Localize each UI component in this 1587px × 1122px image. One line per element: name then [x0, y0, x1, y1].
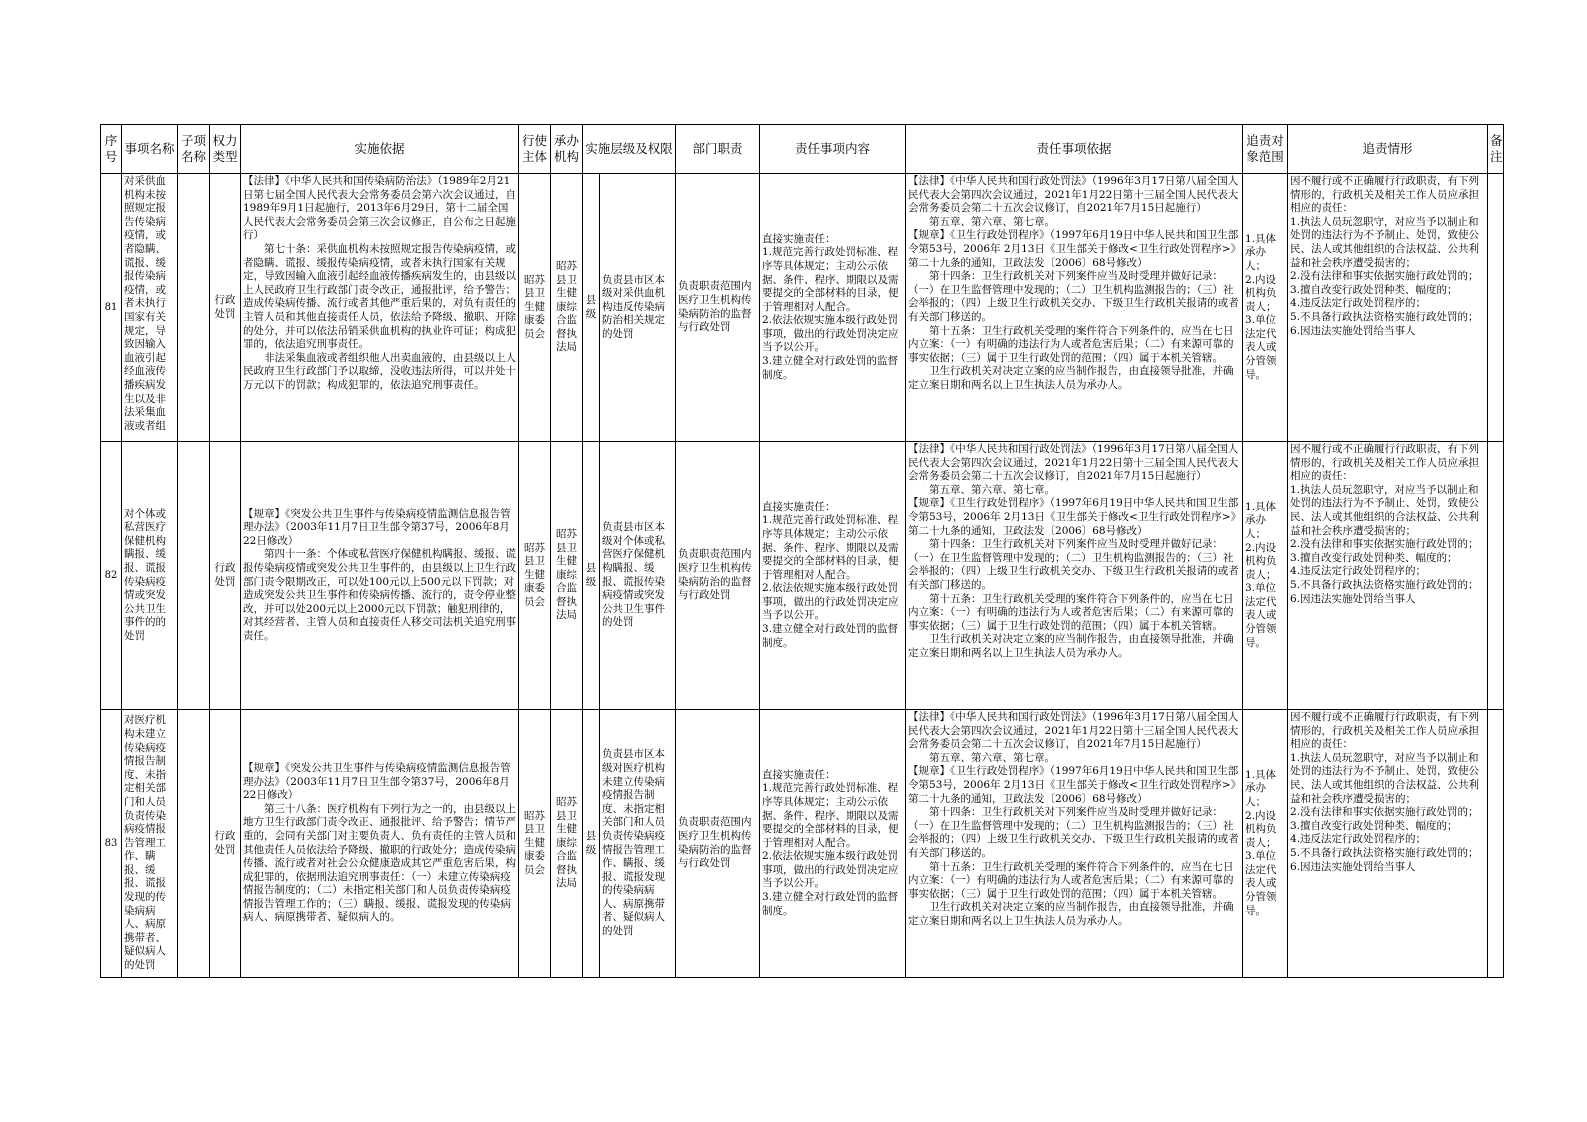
department-duty: 负责职责范围内医疗卫生机构传染病防治的监督与行政处罚	[676, 710, 760, 978]
implementation-level: 县级	[583, 710, 600, 978]
implementation-level: 县级	[583, 174, 600, 442]
header-dept-duty: 部门职责	[676, 125, 760, 174]
header-subject: 行使主体	[519, 125, 551, 174]
header-sub-item: 子项名称	[178, 125, 210, 174]
content-text: 直接实施责任： 1.规范完善行政处罚标准、程序等具体规定；主动公示依据、条件、程序、期限以及需要提交的全部材料的目录，便于管理相对人配合。 2.依法依规实施本级行政处罚事项，做出的行政处罚决定应当予以公开。 3.建立健全对行政处罚的监督制度。	[762, 768, 899, 917]
sub-item-name	[178, 174, 210, 442]
power-type: 行政处罚	[210, 442, 241, 710]
resp-basis-text: 【法律】《中华人民共和国行政处罚法》（1996年3月17日第八届全国人民代表大会第四次会议通过，2021年1月22日第十三届全国人民代表大会常务委员会第二十五次会议修订，自2021年7月15日起施行） 第五章、第六章、第七章。 【规章】《卫生行政处罚程序》（1997年6月19日中华人民共和国卫生部令第53号，2006年 2月13日《卫生部关于修改<卫生行政处罚程序>》第二十九条的通知，卫政法发〔2006〕68号修改） 第十四条：卫生行政机关对下列案件应当及时受理并做好记录：（一）在卫生监督管理中发现的；（二）卫生机构监测报告的；（三）社会举报的；（四）上级卫生行政机关交办、下级卫生行政机关报请的或者有关部门移送的。 第十五条：卫生行政机关受理的案件符合下列条件的，应当在七日内立案：（一）有明确的违法行为人或者危害后果；（二）有来源可靠的事实依据；（三）属于卫生行政处罚的范围；（四）属于本机关管辖。 卫生行政机关对决定立案的应当制作报告，由直接领导批准，并确定立案日期和两名以上卫生执法人员为承办人。	[908, 175, 1239, 391]
row-no: 83	[101, 710, 122, 978]
power-list-table	[100, 124, 1504, 978]
implementation-basis	[241, 710, 519, 978]
accountability-target	[1243, 710, 1288, 978]
target-text: 1.具体承办人； 2.内设机构负责人； 3.单位法定代表人或分管领导。	[1245, 232, 1277, 381]
row-no: 82	[101, 442, 122, 710]
situation-text: 因不履行或不正确履行行政职责，有下列情形的，行政机关及相关工作人员应承担相应的责任： 1.执法人员玩忽职守，对应当予以制止和处罚的违法行为不予制止、处罚，致使公民、法人或其他组织的合法权益、公共利益和社会秩序遭受损害的； 2.没有法律和事实依据实施行政处罚的； 3.擅自改变行政处罚种类、幅度的； 4.违反法定行政处罚程序的； 5.不具备行政执法资格实施行政处罚的； 6.因违法实施处罚给当事人	[1290, 175, 1480, 337]
undertaking-agency: 昭苏县卫生健康综合监督执法局	[551, 710, 583, 978]
remark	[1488, 174, 1504, 442]
target-text: 1.具体承办人； 2.内设机构负责人； 3.单位法定代表人或分管领导。	[1245, 500, 1277, 649]
power-type: 行政处罚	[210, 710, 241, 978]
item-name	[122, 174, 178, 442]
responsibility-content	[760, 442, 906, 710]
exercising-subject: 昭苏县卫生健康委员会	[519, 710, 551, 978]
remark	[1488, 710, 1504, 978]
header-remark: 备注	[1488, 125, 1504, 174]
header-basis: 实施依据	[241, 125, 519, 174]
header-account-target: 追责对象范围	[1243, 125, 1288, 174]
undertaking-agency: 昭苏县卫生健康综合监督执法局	[551, 174, 583, 442]
accountability-situation	[1288, 710, 1488, 978]
implementation-basis	[241, 442, 519, 710]
item-name	[122, 710, 178, 978]
content-text: 直接实施责任： 1.规范完善行政处罚标准、程序等具体规定；主动公示依据、条件、程序、期限以及需要提交的全部材料的目录，便于管理相对人配合。 2.依法依规实施本级行政处罚事项，做出的行政处罚决定应当予以公开。 3.建立健全对行政处罚的监督制度。	[762, 500, 899, 649]
responsibility-content	[760, 710, 906, 978]
responsibility-basis	[906, 710, 1243, 978]
sub-item-name	[178, 442, 210, 710]
level-scope: 负责县市区本级对医疗机构未建立传染病疫情报告制度、未指定相关部门和人员负责传染病疫情报告管理工作、瞒报、缓报、谎报发现的传染病病人、病原携带者、疑似病人的处罚	[600, 710, 676, 978]
level-scope: 负责县市区本级对个体或私营医疗保健机构瞒报、缓报、谎报传染病疫情或突发公共卫生事件的处罚	[600, 442, 676, 710]
header-level-scope: 实施层级及权限	[583, 125, 676, 174]
header-power-type: 权力类型	[210, 125, 241, 174]
header-no: 序号	[101, 125, 122, 174]
responsibility-basis	[906, 442, 1243, 710]
remark	[1488, 442, 1504, 710]
header-item-name: 事项名称	[122, 125, 178, 174]
content-text: 直接实施责任： 1.规范完善行政处罚标准、程序等具体规定；主动公示依据、条件、程序、期限以及需要提交的全部材料的目录，便于管理相对人配合。 2.依法依规实施本级行政处罚事项，做出的行政处罚决定应当予以公开。 3.建立健全对行政处罚的监督制度。	[762, 232, 899, 381]
resp-basis-text: 【法律】《中华人民共和国行政处罚法》（1996年3月17日第八届全国人民代表大会第四次会议通过，2021年1月22日第十三届全国人民代表大会常务委员会第二十五次会议修订，自2021年7月15日起施行） 第五章、第六章、第七章。 【规章】《卫生行政处罚程序》（1997年6月19日中华人民共和国卫生部令第53号，2006年 2月13日《卫生部关于修改<卫生行政处罚程序>》第二十九条的通知，卫政法发〔2006〕68号修改） 第十四条：卫生行政机关对下列案件应当及时受理并做好记录：（一）在卫生监督管理中发现的；（二）卫生机构监测报告的；（三）社会举报的；（四）上级卫生行政机关交办、下级卫生行政机关报请的或者有关部门移送的。 第十五条：卫生行政机关受理的案件符合下列条件的，应当在七日内立案：（一）有明确的违法行为人或者危害后果；（二）有来源可靠的事实依据；（三）属于卫生行政处罚的范围；（四）属于本机关管辖。 卫生行政机关对决定立案的应当制作报告，由直接领导批准，并确定立案日期和两名以上卫生执法人员为承办人。	[908, 711, 1239, 927]
accountability-target	[1243, 174, 1288, 442]
exercising-subject: 昭苏县卫生健康委员会	[519, 442, 551, 710]
header-resp-content: 责任事项内容	[760, 125, 906, 174]
table-row	[101, 174, 1504, 442]
item-name	[122, 442, 178, 710]
accountability-target	[1243, 442, 1288, 710]
level-scope: 负责县市区本级对采供血机构违反传染病防治相关规定的处罚	[600, 174, 676, 442]
implementation-level: 县级	[583, 442, 600, 710]
target-text: 1.具体承办人； 2.内设机构负责人； 3.单位法定代表人或分管领导。	[1245, 768, 1277, 917]
item-name-text: 对采供血机构未按照规定报告传染病疫情，或者隐瞒、谎报、缓报传染病疫情，或者未执行国家有关规定，导致因输入血液引起经血液传播疾病发生以及非法采集血液或者组	[124, 175, 166, 432]
sub-item-name	[178, 710, 210, 978]
situation-text: 因不履行或不正确履行行政职责，有下列情形的，行政机关及相关工作人员应承担相应的责任： 1.执法人员玩忽职守，对应当予以制止和处罚的违法行为不予制止、处罚，致使公民、法人或其他组织的合法权益、公共利益和社会秩序遭受损害的； 2.没有法律和事实依据实施行政处罚的； 3.擅自改变行政处罚种类、幅度的； 4.违反法定行政处罚程序的； 5.不具备行政执法资格实施行政处罚的； 6.因违法实施处罚给当事人	[1290, 443, 1480, 605]
basis-text: 【法律】《中华人民共和国传染病防治法》（1989年2月21日第七届全国人民代表大会常务委员会第六次会议通过，自1989年9月1日起施行，2013年6月29日，第十二届全国人民代表大会常务委员会第三次会议修正，自公布之日起施行） 第七十条：采供血机构未按照规定报告传染病疫情，或者隐瞒、谎报、缓报传染病疫情，或者未执行国家有关规定，导致因输入血液引起经血液传播疾病发生的，由县级以上人民政府卫生行政部门责令改正，通报批评，给予警告；造成传染病传播、流行或者其他严重后果的，对负有责任的主管人员和其他直接责任人员，依法给予降级、撤职、开除的处分，并可以依法吊销采供血机构的执业许可证；构成犯罪的，依法追究刑事责任。 非法采集血液或者组织他人出卖血液的，由县级以上人民政府卫生行政部门予以取缔，没收违法所得，可以并处十万元以下的罚款；构成犯罪的，依法追究刑事责任。	[243, 175, 516, 391]
item-name-text: 对医疗机构未建立传染病疫情报告制度、未指定相关部门和人员负责传染病疫情报告管理工作、瞒报、缓报、谎报发现的传染病病人、病原携带者、疑似病人的处罚	[124, 714, 166, 972]
header-account-situation: 追责情形	[1288, 125, 1488, 174]
table-row	[101, 710, 1504, 978]
implementation-basis	[241, 174, 519, 442]
basis-text: 【规章】《突发公共卫生事件与传染病疫情监测信息报告管理办法》（2003年11月7日卫生部令第37号，2006年8月22日修改） 第四十一条：个体或私营医疗保健机构瞒报、缓报、谎报传染病疫情或突发公共卫生事件的，由县级以上卫生行政部门责令限期改正，可以处100元以上500元以下罚款；对造成突发公共卫生事件和传染病传播、流行的，责令停业整改，并可以处200元以上2000元以下罚款；触犯刑律的，对其经营者、主管人员和直接责任人移交司法机关追究刑事责任。	[243, 507, 516, 642]
header-agency: 承办机构	[551, 125, 583, 174]
department-duty: 负责职责范围内医疗卫生机构传染病防治的监督与行政处罚	[676, 442, 760, 710]
undertaking-agency: 昭苏县卫生健康综合监督执法局	[551, 442, 583, 710]
responsibility-content	[760, 174, 906, 442]
power-type: 行政处罚	[210, 174, 241, 442]
situation-text: 因不履行或不正确履行行政职责，有下列情形的，行政机关及相关工作人员应承担相应的责任： 1.执法人员玩忽职守，对应当予以制止和处罚的违法行为不予制止、处罚，致使公民、法人或其他组织的合法权益、公共利益和社会秩序遭受损害的； 2.没有法律和事实依据实施行政处罚的； 3.擅自改变行政处罚种类、幅度的； 4.违反法定行政处罚程序的； 5.不具备行政执法资格实施行政处罚的； 6.因违法实施处罚给当事人	[1290, 711, 1480, 873]
table-row	[101, 442, 1504, 710]
accountability-situation	[1288, 442, 1488, 710]
table-header-row	[101, 125, 1504, 174]
responsibility-basis	[906, 174, 1243, 442]
accountability-situation	[1288, 174, 1488, 442]
row-no: 81	[101, 174, 122, 442]
resp-basis-text: 【法律】《中华人民共和国行政处罚法》（1996年3月17日第八届全国人民代表大会第四次会议通过，2021年1月22日第十三届全国人民代表大会常务委员会第二十五次会议修订，自2021年7月15日起施行） 第五章、第六章、第七章。 【规章】《卫生行政处罚程序》（1997年6月19日中华人民共和国卫生部令第53号，2006年 2月13日《卫生部关于修改<卫生行政处罚程序>》第二十九条的通知，卫政法发〔2006〕68号修改） 第十四条：卫生行政机关对下列案件应当及时受理并做好记录：（一）在卫生监督管理中发现的；（二）卫生机构监测报告的；（三）社会举报的；（四）上级卫生行政机关交办、下级卫生行政机关报请的或者有关部门移送的。 第十五条：卫生行政机关受理的案件符合下列条件的，应当在七日内立案：（一）有明确的违法行为人或者危害后果；（二）有来源可靠的事实依据；（三）属于卫生行政处罚的范围；（四）属于本机关管辖。 卫生行政机关对决定立案的应当制作报告，由直接领导批准，并确定立案日期和两名以上卫生执法人员为承办人。	[908, 443, 1239, 659]
basis-text: 【规章】《突发公共卫生事件与传染病疫情监测信息报告管理办法》（2003年11月7日卫生部令第37号，2006年8月22日修改） 第三十八条：医疗机构有下列行为之一的，由县级以上地方卫生行政部门责令改正、通报批评、给予警告；情节严重的，会同有关部门对主要负责人、负有责任的主管人员和其他责任人员依法给予降级、撤职的行政处分；造成传染病传播、流行或者对社会公众健康造成其它严重危害后果，构成犯罪的，依据刑法追究刑事责任：（一）未建立传染病疫情报告制度的；（二）未指定相关部门和人员负责传染病疫情报告管理工作的；（三）瞒报、缓报、谎报发现的传染病病人、病原携带者、疑似病人的。	[243, 761, 516, 924]
header-resp-basis: 责任事项依据	[906, 125, 1243, 174]
item-name-text: 对个体或私营医疗保健机构瞒报、缓报、谎报传染病疫情或突发公共卫生事件的的处罚	[124, 507, 166, 642]
exercising-subject: 昭苏县卫生健康委员会	[519, 174, 551, 442]
department-duty: 负责职责范围内医疗卫生机构传染病防治的监督与行政处罚	[676, 174, 760, 442]
